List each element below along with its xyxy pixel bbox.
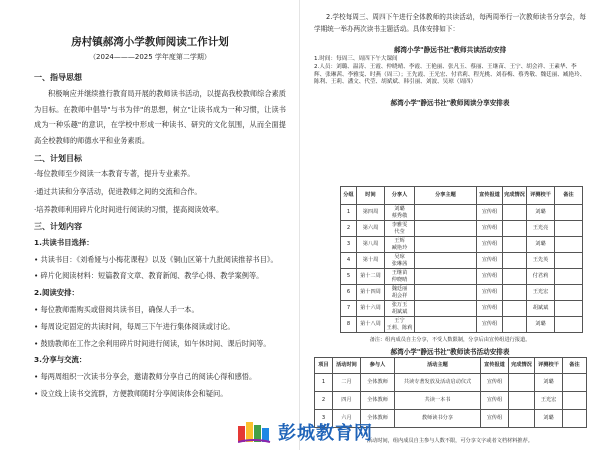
theme-table-cell: 2 <box>315 392 333 410</box>
share-table-cell: 第四周 <box>357 205 385 221</box>
share-table-cell: 1 <box>341 205 357 221</box>
share-table-cell: 李雅雯 代莹 <box>385 221 415 237</box>
theme-table-cell: 六月 <box>333 410 361 428</box>
share-table-cell: 宣传组 <box>477 285 503 301</box>
share-table-cell: 张万玉 胡斌斌 <box>385 301 415 317</box>
share-table-cell <box>415 285 477 301</box>
share-table-cell: 第八周 <box>357 237 385 253</box>
share-table-row <box>341 221 583 237</box>
theme-table-header-cell: 参与人 <box>361 358 395 374</box>
share-table-cell: 7 <box>341 301 357 317</box>
share-table-cell: 第十八周 <box>357 317 385 333</box>
share-table-cell: 王光宏 <box>527 285 555 301</box>
theme-table-cell <box>563 392 587 410</box>
section-heading-goals: 二、计划目标 <box>34 154 82 163</box>
share-table-cell: 宣传组 <box>477 205 503 221</box>
share-table-cell <box>415 237 477 253</box>
theme-table-header-cell: 项目 <box>315 358 333 374</box>
arrangement-item: • 鼓励教师在工作之余利用碎片时间进行阅读，如午休时间、课后时间等。 <box>34 339 271 348</box>
share-table-header-cell: 完成情况 <box>503 187 527 205</box>
sharing-item: • 每两周组织一次读书分享会，邀请教师分享自己的阅读心得和感悟。 <box>34 372 257 381</box>
share-table-cell <box>503 221 527 237</box>
share-table-cell <box>503 269 527 285</box>
theme-table-cell: 1 <box>315 374 333 392</box>
theme-table-cell: 刘璐 <box>535 410 563 428</box>
right-document-page <box>300 0 600 450</box>
section-heading-content: 三、计划内容 <box>34 222 82 231</box>
share-table-cell: 刘璐 <box>527 317 555 333</box>
theme-table-cell: 刘璐 <box>535 374 563 392</box>
theme-activity-title: 郝湾小学"静远书社"教师读书活动安排表 <box>390 348 510 356</box>
goal-item: ·每位教师至少阅读一本教育专著，提升专业素养。 <box>34 169 195 178</box>
document-subtitle: （2024———2025 学年度第二学期） <box>89 53 211 61</box>
theme-table-cell <box>509 374 535 392</box>
share-table-cell: 付君莉 <box>527 269 555 285</box>
section-heading-guideline: 一、指导思想 <box>34 73 82 82</box>
share-table-cell <box>415 253 477 269</box>
subheading-reading-arrangement: 2.阅读安排： <box>34 288 79 297</box>
theme-table-cell <box>563 410 587 428</box>
share-table-cell: 第十周 <box>357 253 385 269</box>
share-table-cell <box>503 285 527 301</box>
theme-table-cell: 全体教师 <box>361 392 395 410</box>
share-table-cell: 8 <box>341 317 357 333</box>
share-table-cell: 宣传组 <box>477 301 503 317</box>
goal-item: ·培养教师利用碎片化时间进行阅读的习惯，提高阅读效率。 <box>34 205 224 214</box>
share-table-row <box>341 301 583 317</box>
share-table-cell: 宣传组 <box>477 221 503 237</box>
share-table-cell: 第十四周 <box>357 285 385 301</box>
share-table-header-cell: 宣传报道 <box>477 187 503 205</box>
share-table-header-cell: 备注 <box>555 187 583 205</box>
share-table-cell: 宣传组 <box>477 253 503 269</box>
document-title: 房村镇郝湾小学教师阅读工作计划 <box>71 36 229 48</box>
share-table-cell: 2 <box>341 221 357 237</box>
share-table-row <box>341 269 583 285</box>
share-table-cell <box>555 237 583 253</box>
theme-table-cell: 全体教师 <box>361 410 395 428</box>
share-table-cell <box>555 253 583 269</box>
theme-table-cell <box>509 410 535 428</box>
share-table-cell <box>503 253 527 269</box>
share-table-cell: 王光亮 <box>527 221 555 237</box>
share-table-cell <box>415 221 477 237</box>
share-table-row <box>341 237 583 253</box>
share-table-header-cell: 时间 <box>357 187 385 205</box>
goal-item: ·通过共读和分享活动，促进教师之间的交流和合作。 <box>34 187 202 196</box>
theme-table-row <box>315 392 587 410</box>
book-item: • 共读书目：《刘希娅与小梅花课程》以及《铜山区第十九批阅读推荐书目》。 <box>34 255 278 264</box>
share-table-cell: 5 <box>341 269 357 285</box>
share-table-row <box>341 285 583 301</box>
share-table-cell <box>503 237 527 253</box>
share-table-cell <box>415 269 477 285</box>
share-table-cell <box>555 285 583 301</box>
share-table-row <box>341 317 583 333</box>
theme-table-cell: 宣传组 <box>481 392 509 410</box>
theme-table-header-cell: 评测校干 <box>535 358 563 374</box>
guideline-paragraph: 积极响应并继续推行教育局开展的教师读书活动，以提高我校教师综合素质为目标。在教师中倡导"与书为伴"的思想，树立"让读书成为一种习惯，让读书成为一种乐趣"的意识，在学校中形成一种读书、研究的文化氛围，从而全面提高全校教师的师德水平和业务素质。 <box>34 89 286 145</box>
theme-table-cell: 共读一本书 <box>395 392 481 410</box>
share-table-cell <box>415 301 477 317</box>
share-table-cell <box>555 221 583 237</box>
share-table-cell: 吴琼 张琳茜 <box>385 253 415 269</box>
theme-table-cell: 四月 <box>333 392 361 410</box>
theme-table-header-cell: 活动主题 <box>395 358 481 374</box>
share-schedule-title: 郝湾小学"静远书社"教师阅读分享安排表 <box>390 99 510 107</box>
co-reading-plan-title: 郝湾小学"静远书社"教师共读活动安排 <box>393 46 507 54</box>
share-table-cell <box>503 317 527 333</box>
share-table-cell: 第十六周 <box>357 301 385 317</box>
theme-table-cell <box>563 374 587 392</box>
co-reading-time: 1.时间：每周三、周四下午大课间 <box>314 56 398 62</box>
share-table-cell: 刘璐 蔡秀敬 <box>385 205 415 221</box>
share-table-cell: 第六周 <box>357 221 385 237</box>
share-table-cell: 4 <box>341 253 357 269</box>
share-table-cell <box>555 269 583 285</box>
share-table-cell: 宣传组 <box>477 269 503 285</box>
share-table-row <box>341 253 583 269</box>
share-table-cell: 王宁 王莉、陈莉 <box>385 317 415 333</box>
theme-table-cell: 王光宏 <box>535 392 563 410</box>
theme-table-header-cell: 宣传报道 <box>481 358 509 374</box>
watermark-text: 彭城教育网 <box>278 423 373 444</box>
share-table-cell <box>555 301 583 317</box>
share-table-header-cell: 分组 <box>341 187 357 205</box>
share-table-cell: 王继苗 仲晓晴 <box>385 269 415 285</box>
share-table-cell: 刘璐 <box>527 205 555 221</box>
theme-activity-note: 活动时间，组内成员自主参与人数不限，可分享文字或者文档材料推荐。 <box>366 438 533 444</box>
share-table-cell <box>503 301 527 317</box>
share-table-cell <box>503 205 527 221</box>
share-table-cell <box>415 205 477 221</box>
share-table-cell: 第十二周 <box>357 269 385 285</box>
share-table-cell: 6 <box>341 285 357 301</box>
share-schedule-table <box>340 186 583 333</box>
share-table-header-cell: 分享人 <box>385 187 415 205</box>
share-table-cell <box>415 317 477 333</box>
theme-table-cell: 二月 <box>333 374 361 392</box>
share-table-cell: 胡斌斌 <box>527 301 555 317</box>
theme-table-cell: 3 <box>315 410 333 428</box>
share-table-cell: 魏廷丽 胡会祥 <box>385 285 415 301</box>
share-table-cell: 王先英 <box>527 253 555 269</box>
share-table-cell: 宣传组 <box>477 237 503 253</box>
theme-table-cell: 宣传组 <box>481 374 509 392</box>
arrangement-item: • 每周设定固定的共读时间，每周三下午进行集体阅读或讨论。 <box>34 322 235 331</box>
share-table-cell <box>555 205 583 221</box>
share-table-cell: 王辉 臧艳玲 <box>385 237 415 253</box>
arrangement-item: • 每位教师需购买或借阅共读书目，确保人手一本。 <box>34 305 199 314</box>
share-table-header-cell: 分享主题 <box>415 187 477 205</box>
share-table-cell: 刘璐 <box>527 237 555 253</box>
share-table-row <box>341 205 583 221</box>
book-item: • 碎片化阅读材料：短篇教育文章、教育新闻、教学心得、教学案例等。 <box>34 271 264 280</box>
theme-table-header-cell: 备注 <box>563 358 587 374</box>
theme-table-header-cell: 活动时间 <box>333 358 361 374</box>
subheading-book-selection: 1.共读书目选择： <box>34 238 94 247</box>
share-table-cell: 宣传组 <box>477 317 503 333</box>
theme-table-cell: 教师读书分享 <box>395 410 481 428</box>
theme-table-cell <box>509 392 535 410</box>
share-table-header-cell: 评测校干 <box>527 187 555 205</box>
share-table-cell <box>555 317 583 333</box>
share-schedule-note: 备注：组内成员自主分享，不受人数限制，分享后由宣传组进行报道。 <box>369 337 531 343</box>
theme-table-cell: 全体教师 <box>361 374 395 392</box>
theme-table-row <box>315 374 587 392</box>
share-table-cell: 3 <box>341 237 357 253</box>
schedule-intro-paragraph: 2.学校每周三、周四下午进行全体教师的共读活动，每两周举行一次教师读书分享会，每学期统一举办两次读书主题活动。具体安排如下： <box>314 13 586 33</box>
co-reading-participants: 2.人员：刘璐、温涛、王霞、仲晓晴、李霞、王艳丽、张凡玉、蔡丽、王继苗、王宁、胡会祥、王素华、李辉、张琳茜、李雅雯、时燕（周三）；王先霞、王光宏、付君莉、程光桃、刘春梅、蔡秀敬、魏廷丽、臧艳玲、陈利、王莉、潘文、代莹、胡斌斌、韩引丽、刘波、吴琼（周四） <box>314 64 586 86</box>
sharing-item: • 设立线上读书交流群，方便教师随时分享阅读体会和疑问。 <box>34 389 228 398</box>
subheading-sharing: 3.分享与交流： <box>34 355 87 364</box>
theme-table-cell: 共读专著发放及活动启动仪式 <box>395 374 481 392</box>
theme-table-cell: 宣传组 <box>481 410 509 428</box>
theme-table-header-cell: 完成情况 <box>509 358 535 374</box>
